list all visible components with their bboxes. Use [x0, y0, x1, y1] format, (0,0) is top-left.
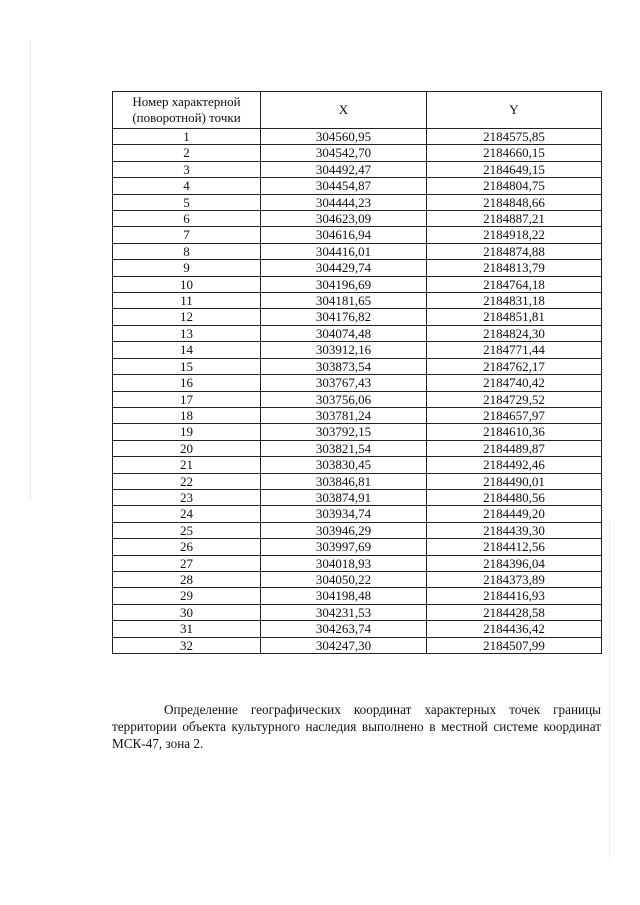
- point-number-cell: 27: [113, 555, 261, 571]
- point-number-cell: 25: [113, 522, 261, 538]
- x-coordinate-cell: 304231,53: [261, 604, 427, 620]
- y-coordinate-cell: 2184887,21: [427, 211, 602, 227]
- x-coordinate-cell: 304454,87: [261, 178, 427, 194]
- x-coordinate-cell: 304429,74: [261, 260, 427, 276]
- y-coordinate-cell: 2184764,18: [427, 276, 602, 292]
- table-row: [113, 522, 602, 538]
- point-number-cell: 20: [113, 440, 261, 456]
- table-row: [113, 161, 602, 177]
- scan-edge-mark: [609, 520, 610, 860]
- table-row: [113, 293, 602, 309]
- table-row: [113, 621, 602, 637]
- y-coordinate-cell: 2184373,89: [427, 571, 602, 587]
- header-point-number: Номер характерной (поворотной) точки: [113, 92, 261, 129]
- point-number-cell: 30: [113, 604, 261, 620]
- point-number-cell: 29: [113, 588, 261, 604]
- header-y: Y: [427, 92, 602, 129]
- table-row: [113, 555, 602, 571]
- x-coordinate-cell: 304074,48: [261, 325, 427, 341]
- y-coordinate-cell: 2184412,56: [427, 539, 602, 555]
- y-coordinate-cell: 2184489,87: [427, 440, 602, 456]
- x-coordinate-cell: 303756,06: [261, 391, 427, 407]
- x-coordinate-cell: 304416,01: [261, 243, 427, 259]
- table-row: [113, 588, 602, 604]
- y-coordinate-cell: 2184492,46: [427, 457, 602, 473]
- x-coordinate-cell: 304176,82: [261, 309, 427, 325]
- x-coordinate-cell: 303792,15: [261, 424, 427, 440]
- point-number-cell: 32: [113, 637, 261, 653]
- point-number-cell: 31: [113, 621, 261, 637]
- table-row: [113, 178, 602, 194]
- y-coordinate-cell: 2184824,30: [427, 325, 602, 341]
- point-number-cell: 5: [113, 194, 261, 210]
- y-coordinate-cell: 2184436,42: [427, 621, 602, 637]
- table-row: [113, 325, 602, 341]
- x-coordinate-cell: 303846,81: [261, 473, 427, 489]
- x-coordinate-cell: 304492,47: [261, 161, 427, 177]
- coordinates-table: [112, 91, 602, 654]
- x-coordinate-cell: 304616,94: [261, 227, 427, 243]
- y-coordinate-cell: 2184813,79: [427, 260, 602, 276]
- y-coordinate-cell: 2184416,93: [427, 588, 602, 604]
- point-number-cell: 21: [113, 457, 261, 473]
- point-number-cell: 17: [113, 391, 261, 407]
- table-row: [113, 358, 602, 374]
- table-row: [113, 440, 602, 456]
- table-row: [113, 211, 602, 227]
- table-row: [113, 391, 602, 407]
- point-number-cell: 8: [113, 243, 261, 259]
- y-coordinate-cell: 2184831,18: [427, 293, 602, 309]
- y-coordinate-cell: 2184480,56: [427, 489, 602, 505]
- y-coordinate-cell: 2184740,42: [427, 375, 602, 391]
- x-coordinate-cell: 303912,16: [261, 342, 427, 358]
- point-number-cell: 19: [113, 424, 261, 440]
- table-body: [113, 129, 602, 654]
- table-row: [113, 342, 602, 358]
- point-number-cell: 18: [113, 407, 261, 423]
- y-coordinate-cell: 2184610,36: [427, 424, 602, 440]
- x-coordinate-cell: 304263,74: [261, 621, 427, 637]
- table-row: [113, 243, 602, 259]
- point-number-cell: 13: [113, 325, 261, 341]
- point-number-cell: 11: [113, 293, 261, 309]
- x-coordinate-cell: 303767,43: [261, 375, 427, 391]
- point-number-cell: 23: [113, 489, 261, 505]
- y-coordinate-cell: 2184657,97: [427, 407, 602, 423]
- y-coordinate-cell: 2184396,04: [427, 555, 602, 571]
- y-coordinate-cell: 2184729,52: [427, 391, 602, 407]
- y-coordinate-cell: 2184507,99: [427, 637, 602, 653]
- point-number-cell: 28: [113, 571, 261, 587]
- header-x: X: [261, 92, 427, 129]
- note-paragraph: Определение географических координат характерных точек границы территории объекта культурного наследия выполнено в местной системе координат МСК-47, зона 2.: [112, 702, 601, 752]
- point-number-cell: 1: [113, 129, 261, 145]
- table-row: [113, 473, 602, 489]
- x-coordinate-cell: 303821,54: [261, 440, 427, 456]
- y-coordinate-cell: 2184660,15: [427, 145, 602, 161]
- y-coordinate-cell: 2184439,30: [427, 522, 602, 538]
- table-row: [113, 424, 602, 440]
- x-coordinate-cell: 303873,54: [261, 358, 427, 374]
- table-row: [113, 375, 602, 391]
- scan-edge-mark: [30, 40, 31, 500]
- x-coordinate-cell: 304196,69: [261, 276, 427, 292]
- point-number-cell: 2: [113, 145, 261, 161]
- table-row: [113, 457, 602, 473]
- x-coordinate-cell: 304247,30: [261, 637, 427, 653]
- y-coordinate-cell: 2184848,66: [427, 194, 602, 210]
- x-coordinate-cell: 303830,45: [261, 457, 427, 473]
- y-coordinate-cell: 2184874,88: [427, 243, 602, 259]
- table-row: [113, 276, 602, 292]
- x-coordinate-cell: 304018,93: [261, 555, 427, 571]
- point-number-cell: 22: [113, 473, 261, 489]
- x-coordinate-cell: 304623,09: [261, 211, 427, 227]
- table-row: [113, 407, 602, 423]
- point-number-cell: 16: [113, 375, 261, 391]
- point-number-cell: 24: [113, 506, 261, 522]
- y-coordinate-cell: 2184918,22: [427, 227, 602, 243]
- y-coordinate-cell: 2184762,17: [427, 358, 602, 374]
- y-coordinate-cell: 2184490,01: [427, 473, 602, 489]
- table-row: [113, 506, 602, 522]
- point-number-cell: 15: [113, 358, 261, 374]
- point-number-cell: 4: [113, 178, 261, 194]
- point-number-cell: 6: [113, 211, 261, 227]
- y-coordinate-cell: 2184804,75: [427, 178, 602, 194]
- y-coordinate-cell: 2184851,81: [427, 309, 602, 325]
- x-coordinate-cell: 304181,65: [261, 293, 427, 309]
- x-coordinate-cell: 303781,24: [261, 407, 427, 423]
- table-row: [113, 227, 602, 243]
- x-coordinate-cell: 303946,29: [261, 522, 427, 538]
- table-row: [113, 260, 602, 276]
- point-number-cell: 9: [113, 260, 261, 276]
- x-coordinate-cell: 303997,69: [261, 539, 427, 555]
- table-row: [113, 145, 602, 161]
- point-number-cell: 12: [113, 309, 261, 325]
- y-coordinate-cell: 2184771,44: [427, 342, 602, 358]
- x-coordinate-cell: 304050,22: [261, 571, 427, 587]
- table-header-row: [113, 92, 602, 129]
- point-number-cell: 26: [113, 539, 261, 555]
- point-number-cell: 7: [113, 227, 261, 243]
- x-coordinate-cell: 303874,91: [261, 489, 427, 505]
- y-coordinate-cell: 2184575,85: [427, 129, 602, 145]
- y-coordinate-cell: 2184428,58: [427, 604, 602, 620]
- point-number-cell: 14: [113, 342, 261, 358]
- table-row: [113, 309, 602, 325]
- point-number-cell: 3: [113, 161, 261, 177]
- table-row: [113, 604, 602, 620]
- x-coordinate-cell: 304444,23: [261, 194, 427, 210]
- y-coordinate-cell: 2184649,15: [427, 161, 602, 177]
- table-row: [113, 489, 602, 505]
- x-coordinate-cell: 304560,95: [261, 129, 427, 145]
- table-row: [113, 637, 602, 653]
- point-number-cell: 10: [113, 276, 261, 292]
- x-coordinate-cell: 303934,74: [261, 506, 427, 522]
- table-row: [113, 539, 602, 555]
- x-coordinate-cell: 304542,70: [261, 145, 427, 161]
- x-coordinate-cell: 304198,48: [261, 588, 427, 604]
- table-row: [113, 571, 602, 587]
- y-coordinate-cell: 2184449,20: [427, 506, 602, 522]
- table-row: [113, 194, 602, 210]
- table-row: [113, 129, 602, 145]
